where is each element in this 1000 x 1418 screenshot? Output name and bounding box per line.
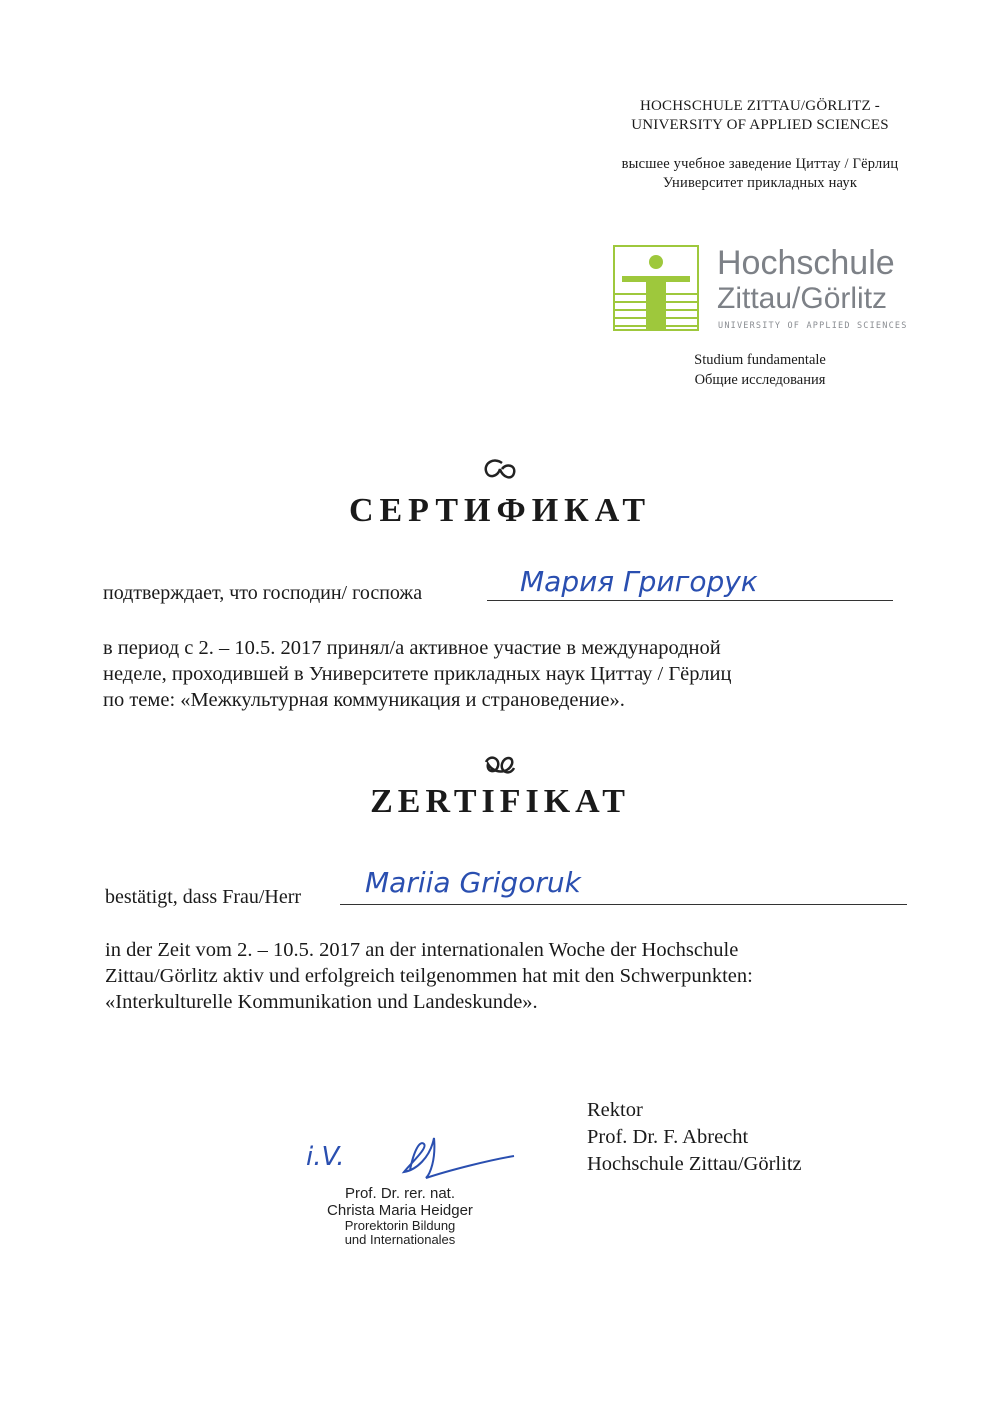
ornament-ru-icon [450, 455, 550, 491]
header-en-line1: HOCHSCHULE ZITTAU/GÖRLITZ - [639, 98, 880, 114]
ru-paragraph [103, 635, 923, 713]
rektor-institution: Hochschule Zittau/Görlitz [587, 1153, 802, 1175]
ru-para-line3: по теме: «Межкультурная коммуникация и страноведение». [103, 689, 625, 711]
logo-name-line2: Zittau/Görlitz [717, 282, 888, 315]
title-russian: СЕРТИФИКАТ [348, 492, 652, 529]
header-russian [580, 155, 940, 193]
de-paragraph [105, 937, 925, 1015]
rektor-title: Rektor [587, 1099, 643, 1121]
de-recipient-handwritten: Mariia Grigoruk [365, 866, 581, 899]
header-ru-line1: высшее учебное заведение Циттау / Гёрлиц [621, 156, 899, 172]
logo-mark-icon [612, 244, 922, 339]
header-english [580, 97, 940, 135]
rektor-block [587, 1097, 917, 1178]
handwritten-signature-icon [390, 1130, 610, 1190]
de-para-line1: in der Zeit vom 2. – 10.5. 2017 an der internationalen Woche der Hochschule [105, 939, 739, 961]
stamp-line3: Prorektorin Bildung [344, 1218, 456, 1233]
stamp-line4: und Internationales [344, 1232, 456, 1247]
ru-confirm-label: подтверждает, что господин/ госпожа [103, 582, 423, 604]
rektor-name: Prof. Dr. F. Abrecht [587, 1126, 749, 1148]
studium-ru: Общие исследования [694, 372, 826, 388]
header-en-line2: UNIVERSITY OF APPLIED SCIENCES [631, 117, 889, 133]
signature-iv: i.V. [306, 1142, 345, 1172]
ru-para-line2: неделе, проходившей в Университете прикладных наук Циттау / Гёрлиц [103, 663, 732, 685]
stamp-line2: Christa Maria Heidger [327, 1202, 473, 1219]
ornament-de-icon [450, 750, 550, 786]
de-para-line2: Zittau/Görlitz aktiv und erfolgreich teilgenommen hat mit den Schwerpunkten: [105, 965, 753, 987]
ru-recipient-handwritten: Мария Григорук [520, 565, 758, 598]
ru-name-line [487, 600, 893, 601]
studium-de: Studium fundamentale [694, 352, 826, 368]
studium-label [640, 350, 880, 390]
prorector-stamp [300, 1185, 500, 1247]
de-confirm-label: bestätigt, dass Frau/Herr [105, 886, 302, 908]
logo-tagline: UNIVERSITY OF APPLIED SCIENCES [718, 321, 908, 331]
university-logo [612, 244, 922, 339]
de-para-line3: «Interkulturelle Kommunikation und Landeskunde». [105, 991, 538, 1013]
stamp-line1: Prof. Dr. rer. nat. [344, 1185, 456, 1202]
header-ru-line2: Университет прикладных наук [662, 175, 858, 191]
logo-name-line1: Hochschule [717, 244, 895, 282]
title-german: ZERTIFIKAT [370, 783, 630, 820]
de-name-line [340, 904, 907, 905]
ru-para-line1: в период с 2. – 10.5. 2017 принял/а активное участие в международной [103, 637, 721, 659]
